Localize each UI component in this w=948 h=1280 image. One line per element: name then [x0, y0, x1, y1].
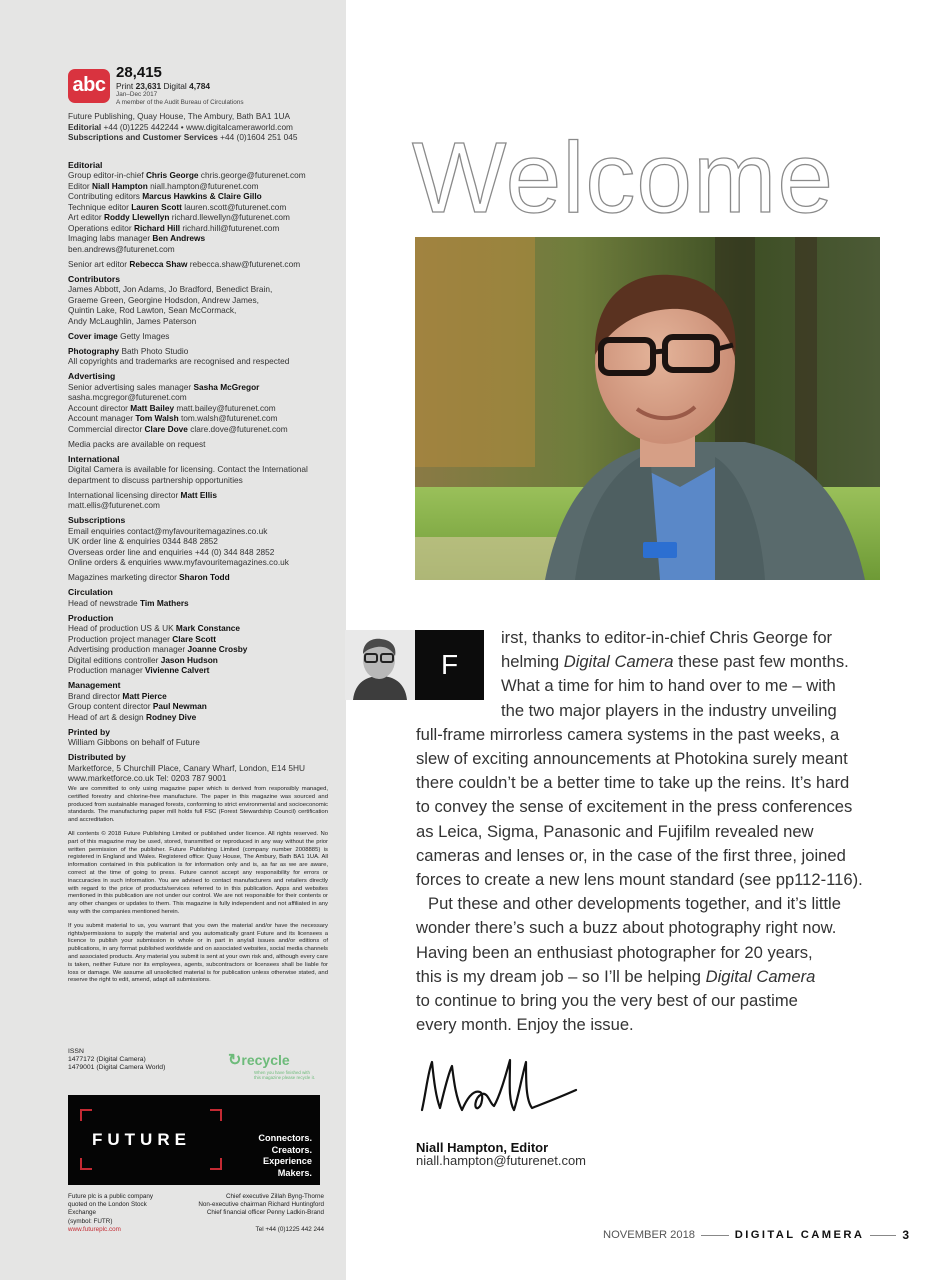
credit-section-title: Distributed by	[68, 752, 126, 762]
credit-section-title: Circulation	[68, 587, 113, 597]
future-logo	[68, 1095, 320, 1185]
credit-line: Account manager Tom Walsh tom.walsh@futurenet.com	[68, 413, 278, 423]
credit-line: Contributing editors Marcus Hawkins & Claire Gillo	[68, 191, 262, 201]
editor-portrait-photo	[415, 237, 880, 580]
credit-line: James Abbott, Jon Adams, Jo Bradford, Benedict Brain,	[68, 284, 273, 294]
logo-corner-mark	[210, 1109, 222, 1121]
circulation-period: Jan–Dec 2017	[116, 91, 158, 98]
issn-block: ISSN 1477172 (Digital Camera) 1479001 (Digital Camera World)	[68, 1048, 166, 1072]
editor-name: Niall Hampton, Editor	[416, 1140, 549, 1155]
publisher-info: Future Publishing, Quay House, The Ambury, Bath BA1 1UA Editorial +44 (0)1225 442244 • www.digitalcameraworld.com Subscriptions and Customer Services +44 (0)1604 251 045	[68, 111, 298, 142]
credit-line: Overseas order line and enquiries +44 (0) 344 848 2852	[68, 546, 275, 557]
credit-line: Online orders & enquiries www.myfavouritemagazines.co.uk	[68, 557, 289, 567]
footer-divider	[870, 1235, 896, 1236]
credit-section	[68, 515, 340, 568]
credit-line: ben.andrews@futurenet.com	[68, 243, 175, 254]
circulation-total: 28,415	[116, 64, 162, 81]
legal-paragraph: If you submit material to us, you warrant that you own the material and/or have the necessary rights/permissions to supply the material and you automatically grant Future and its licensees a licence to publish your submission in whole or in part in any/all issues and/or editions of publications, in any format published worldwide and on associated websites, social media channels and associated products. Any material you submit is sent at your own risk and, although every care is taken, neither Future nor its employees, agents, subcontractors or licensees shall be liable for loss or damage. We assume all unsolicited material is for publication unless otherwise stated, and reserve the right to edit, amend, adapt all submissions.	[68, 922, 328, 984]
editor-email[interactable]: niall.hampton@futurenet.com	[416, 1153, 587, 1168]
editor-thumbnail-photo	[345, 630, 415, 700]
credit-line: Senior art editor Rebecca Shaw rebecca.shaw@futurenet.com	[68, 258, 301, 269]
credit-section	[68, 572, 340, 583]
credit-line: Graeme Green, Georgine Hodsdon, Andrew James,	[68, 294, 259, 305]
credit-line: Head of newstrade Tim Mathers	[68, 597, 189, 608]
credit-line: Operations editor Richard Hill richard.hill@futurenet.com	[68, 222, 280, 233]
credit-line: Account director Matt Bailey matt.bailey@futurenet.com	[68, 402, 276, 413]
credit-line: International licensing director Matt Ellis	[68, 489, 217, 500]
credit-line: Magazines marketing director Sharon Todd	[68, 572, 230, 582]
paragraph: irst, thanks to editor-in-chief Chris George for helming Digital Camera these past few months. What a time for him to hand over to me – with the two major players in the industry unveiling full-frame mirrorless camera systems in the past weeks, a slew of exciting announcements at Photokina surely meant there couldn’t be a better time to take up the reins. It’s hard to convey the sense of excitement in the press conferences as Leica, Sigma, Panasonic and Fujifilm revealed new cameras and lenses or, in the case of the first three, joined forces to create a new lens mount standard (see pp112-116).	[416, 628, 863, 890]
staff-credits	[68, 155, 340, 784]
future-website-link[interactable]: www.futureplc.com	[68, 1225, 121, 1233]
credit-section	[68, 371, 340, 434]
legal-paragraph: We are committed to only using magazine paper which is derived from responsibly managed, certified forestry and chlorine-free manufacture. The paper in this magazine was sourced and produced from sustainable managed forests, conforming to strict environmental and socioeconomic standards. The manufacturing paper mill holds full FSC (Forest Stewardship Council) certification and accreditation.	[68, 786, 328, 824]
page-footer	[603, 1228, 909, 1242]
legal-notice	[68, 786, 328, 991]
credit-line: Digital editions controller Jason Hudson	[68, 654, 218, 665]
drop-cap: F	[415, 630, 484, 700]
credit-section-title: Advertising	[68, 371, 116, 381]
credit-line: Marketforce, 5 Churchill Place, Canary Wharf, London, E14 5HU	[68, 762, 306, 773]
credit-section	[68, 587, 340, 608]
page-title: Welcome	[412, 122, 834, 234]
future-tagline: Connectors. Creators. Experience Makers.	[258, 1133, 312, 1178]
future-wordmark: FUTURE	[92, 1130, 191, 1149]
credit-section	[68, 439, 340, 450]
credit-section	[68, 160, 340, 255]
magazine-name: DIGITAL CAMERA	[734, 1229, 865, 1241]
credit-line: matt.ellis@futurenet.com	[68, 500, 160, 510]
credit-section-title: Contributors	[68, 273, 121, 284]
credit-line: Media packs are available on request	[68, 438, 206, 449]
credit-line: Imaging labs manager Ben Andrews	[68, 233, 206, 243]
credit-section-title: Management	[68, 680, 121, 690]
credit-line: Group content director Paul Newman	[68, 701, 207, 711]
credit-section-title: International	[68, 453, 120, 464]
credit-line: Andy McLaughlin, James Paterson	[68, 315, 197, 326]
recycle-logo: ↻recycle When you have finished with this magazine please recycle it.	[228, 1052, 316, 1080]
credit-line: Quintin Lake, Rod Lawton, Sean McCormack,	[68, 305, 237, 315]
logo-corner-mark	[80, 1109, 92, 1121]
credit-section-title: Subscriptions	[68, 515, 126, 525]
abc-member-note: A member of the Audit Bureau of Circulations	[116, 99, 244, 106]
credit-section	[68, 346, 340, 367]
credit-section	[68, 454, 340, 486]
credit-line: Email enquiries contact@myfavouritemagazines.co.uk	[68, 525, 268, 536]
editorial-body	[416, 626, 880, 1037]
credit-section	[68, 490, 340, 511]
recycle-icon: ↻	[228, 1052, 242, 1069]
credit-line: Advertising production manager Joanne Crosby	[68, 644, 248, 654]
credit-line: sasha.mcgregor@futurenet.com	[68, 392, 187, 402]
credit-line: Art editor Roddy Llewellyn richard.llewellyn@futurenet.com	[68, 212, 290, 222]
credit-line: Production project manager Clare Scott	[68, 633, 217, 644]
credit-line: Editor Niall Hampton niall.hampton@futurenet.com	[68, 180, 259, 191]
logo-corner-mark	[80, 1158, 92, 1170]
abc-logo: abc	[68, 69, 110, 103]
editor-signature	[418, 1052, 588, 1122]
credit-section	[68, 752, 340, 784]
credit-line: Commercial director Clare Dove clare.dove@futurenet.com	[68, 423, 288, 434]
credit-line: William Gibbons on behalf of Future	[68, 737, 200, 747]
credit-line: Digital Camera is available for licensing. Contact the International	[68, 464, 308, 474]
credit-line: Production manager Vivienne Calvert	[68, 665, 210, 675]
credit-line: department to discuss partnership opportunities	[68, 474, 243, 485]
credit-line: UK order line & enquiries 0344 848 2852	[68, 536, 218, 546]
credits-sidebar	[0, 0, 346, 1280]
corporate-info-left: Future plc is a public company quoted on the London Stock Exchange (symbol: FUTR) www.futureplc.com	[68, 1193, 168, 1234]
abc-figures	[116, 64, 341, 107]
credit-line: Photography Bath Photo Studio	[68, 345, 189, 356]
credit-section	[68, 613, 340, 676]
credit-line: www.marketforce.co.uk Tel: 0203 787 9001	[68, 773, 227, 783]
footer-divider	[701, 1235, 729, 1236]
logo-corner-mark	[210, 1158, 222, 1170]
credit-section	[68, 331, 340, 342]
credit-section-title: Editorial	[68, 159, 103, 170]
credit-line: Brand director Matt Pierce	[68, 690, 167, 701]
corporate-info-right: Chief executive Zillah Byng-Thorne Non-executive chairman Richard Huntingford Chief financial officer Penny Ladkin-Brand Tel +44 (0)1225 442 244	[198, 1193, 324, 1233]
credit-line: Head of art & design Rodney Dive	[68, 711, 197, 722]
credit-line: Cover image Getty Images	[68, 330, 170, 341]
credit-line: All copyrights and trademarks are recognised and respected	[68, 356, 290, 366]
credit-line: Senior advertising sales manager Sasha McGregor	[68, 381, 260, 392]
credit-line: Technique editor Lauren Scott lauren.scott@futurenet.com	[68, 201, 287, 212]
credit-section	[68, 274, 340, 327]
credit-section	[68, 259, 340, 270]
legal-paragraph: All contents © 2018 Future Publishing Limited or published under licence. All rights reserved. No part of this magazine may be used, stored, transmitted or reproduced in any way without the prior written permission of the publisher. Future Publishing Limited (company number 2008885) is registered in England and Wales. Registered office: Quay House, The Ambury, Bath BA1 1UA. All information contained in this publication is for information only and is, as far as we are aware, correct at the time of going to press. Future cannot accept any responsibility for errors or inaccuracies in such information. You are advised to contact manufacturers and retailers directly with regard to the price of products/services referred to in this publication. Apps and websites mentioned in this publication are not under our control. We are not responsible for their contents or any other changes or updates to them. This magazine is fully independent and not affiliated in any way with the companies mentioned herein.	[68, 830, 328, 915]
credit-section	[68, 727, 340, 748]
paragraph: Put these and other developments together, and it’s little wonder there’s such a buzz about photography right now. Having been an enthusiast photographer for 20 years, this is my dream job – so I’ll be helping Digital Camera to continue to bring you the very best of our pastime every month. Enjoy the issue.	[416, 894, 841, 1035]
credit-line: Head of production US & UK Mark Constance	[68, 623, 241, 633]
credit-section-title: Production	[68, 612, 114, 623]
credit-section	[68, 680, 340, 722]
circulation-breakdown: Print 23,631 Digital 4,784	[116, 81, 211, 91]
page-number: 3	[902, 1228, 909, 1242]
issue-date: NOVEMBER 2018	[603, 1229, 696, 1241]
credit-section-title: Printed by	[68, 726, 111, 737]
credit-line: Group editor-in-chief Chris George chris.george@futurenet.com	[68, 170, 306, 180]
